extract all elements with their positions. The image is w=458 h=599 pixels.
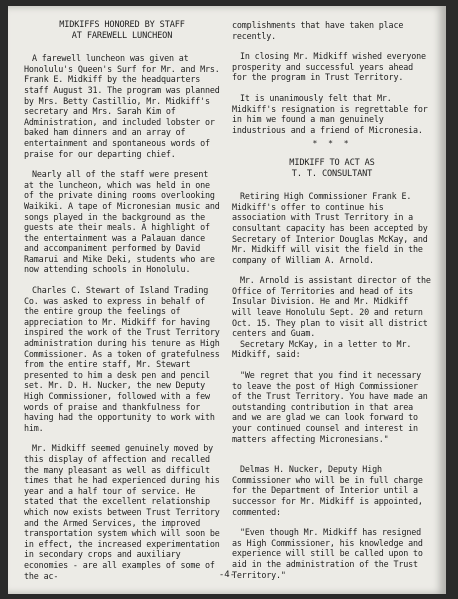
heading-line: AT FAREWELL LUNCHEON	[71, 30, 173, 41]
left-column	[24, 20, 220, 581]
article-paragraph: In closing Mr. Midkiff wished everyone prosperity and successful years ahead for the program in Trust Territory.	[232, 51, 426, 83]
article-paragraph: Nearly all of the staff were present at the luncheon, which was held in one of the private dining rooms overlooking Waikiki. A tape of Micronesian music and songs played in the background as the guests ate their meals. A highlight of the entertainment was a Palauan dance and accompaniment performed by David Ramarui and Mike Deki, students who are now attending schools in Honolulu.	[24, 169, 220, 275]
section-separator: * * *	[312, 139, 352, 149]
heading-line: MIDKIFFS HONORED BY STAFF	[59, 20, 185, 30]
page-number: -4-	[218, 570, 236, 580]
article-paragraph: Mr. Arnold is assistant director of the Office of Territories and head of its Insular Division. He and Mr. Midkiff will leave Honolulu Sept. 20 and return Oct. 15. They plan to visit all district centers and Guam.	[232, 275, 431, 339]
article-paragraph: Charles C. Stewart of Island Trading Co. was asked to express in behalf of the entire group the feelings of appreciation to Mr. Midkiff for having inspired the work of the Trust Territory administration during his tenure as High Commissioner. As a token of gratefulness from the entire staff, Mr. Stewart presented to him a desk pen and pencil set. Mr. D. H. Nucker, the new Deputy High Commissioner, followed with a few words of praise and thankfulness for having had the opportunity to work with him.	[24, 285, 220, 433]
article-paragraph: Retiring High Commissioner Frank E. Midkiff's offer to continue his association with Trust Territory in a consultant capacity has been accepted by Secretary of Interior Douglas McKay, and Mr. Midkiff will visit the field in the company of William A. Arnold.	[232, 191, 428, 265]
newsletter-page	[8, 6, 446, 594]
quote-paragraph: "We regret that you find it necessary to leave the post of High Commissioner of the Trust Territory. You have made an outstanding contribution in that area and we are glad we can look forward to your continued counsel and interest in matters affecting Micronesians."	[232, 370, 428, 444]
article-paragraph: Secretary McKay, in a letter to Mr. Midkiff, said:	[232, 338, 412, 360]
heading-line: T. T. CONSULTANT	[291, 168, 373, 179]
heading-line: MIDKIFF TO ACT AS	[289, 157, 375, 168]
article-paragraph: complishments that have taken place recently.	[232, 20, 404, 41]
article-paragraph: Mr. Midkiff seemed genuinely moved by this display of affection and recalled the many pleasant as well as difficult times that he had experienced during his year and a half tour of service. He stated that the excellent relationship which now exists between Trust Territory and the Armed Services, the improved transportation system which will soon be in effect, the increased experimentation in secondary crops and auxiliary economies - are all examples of some of the ac-	[24, 443, 220, 581]
article-paragraph: A farewell luncheon was given at Honolulu's Queen's Surf for Mr. and Mrs. Frank E. Midkiff by the headquarters staff August 31. The program was planned by Mrs. Betty Castillio, Mr. Midkiff's secretary and Mrs. Sarah Kim of Administration, and included lobster or baked ham dinners and an array of entertainment and spontaneous words of praise for our departing chief.	[24, 53, 220, 159]
right-column	[232, 20, 432, 580]
article-heading-consultant	[232, 158, 432, 179]
article-heading-farewell-luncheon	[24, 20, 220, 41]
article-paragraph: Delmas H. Nucker, Deputy High Commissioner who will be in full charge for the Department of Interior until a successor for Mr. Midkiff is appointed, commented:	[232, 464, 423, 517]
quote-paragraph: "Even though Mr. Midkiff has resigned as High Commissioner, his knowledge and experience will still be called upon to aid in the administration of the Trust Territory."	[232, 527, 423, 580]
article-paragraph: It is unanimously felt that Mr. Midkiff's resignation is regrettable for in him we found a man genuinely industrious and a friend of Micronesia.	[232, 92, 428, 135]
